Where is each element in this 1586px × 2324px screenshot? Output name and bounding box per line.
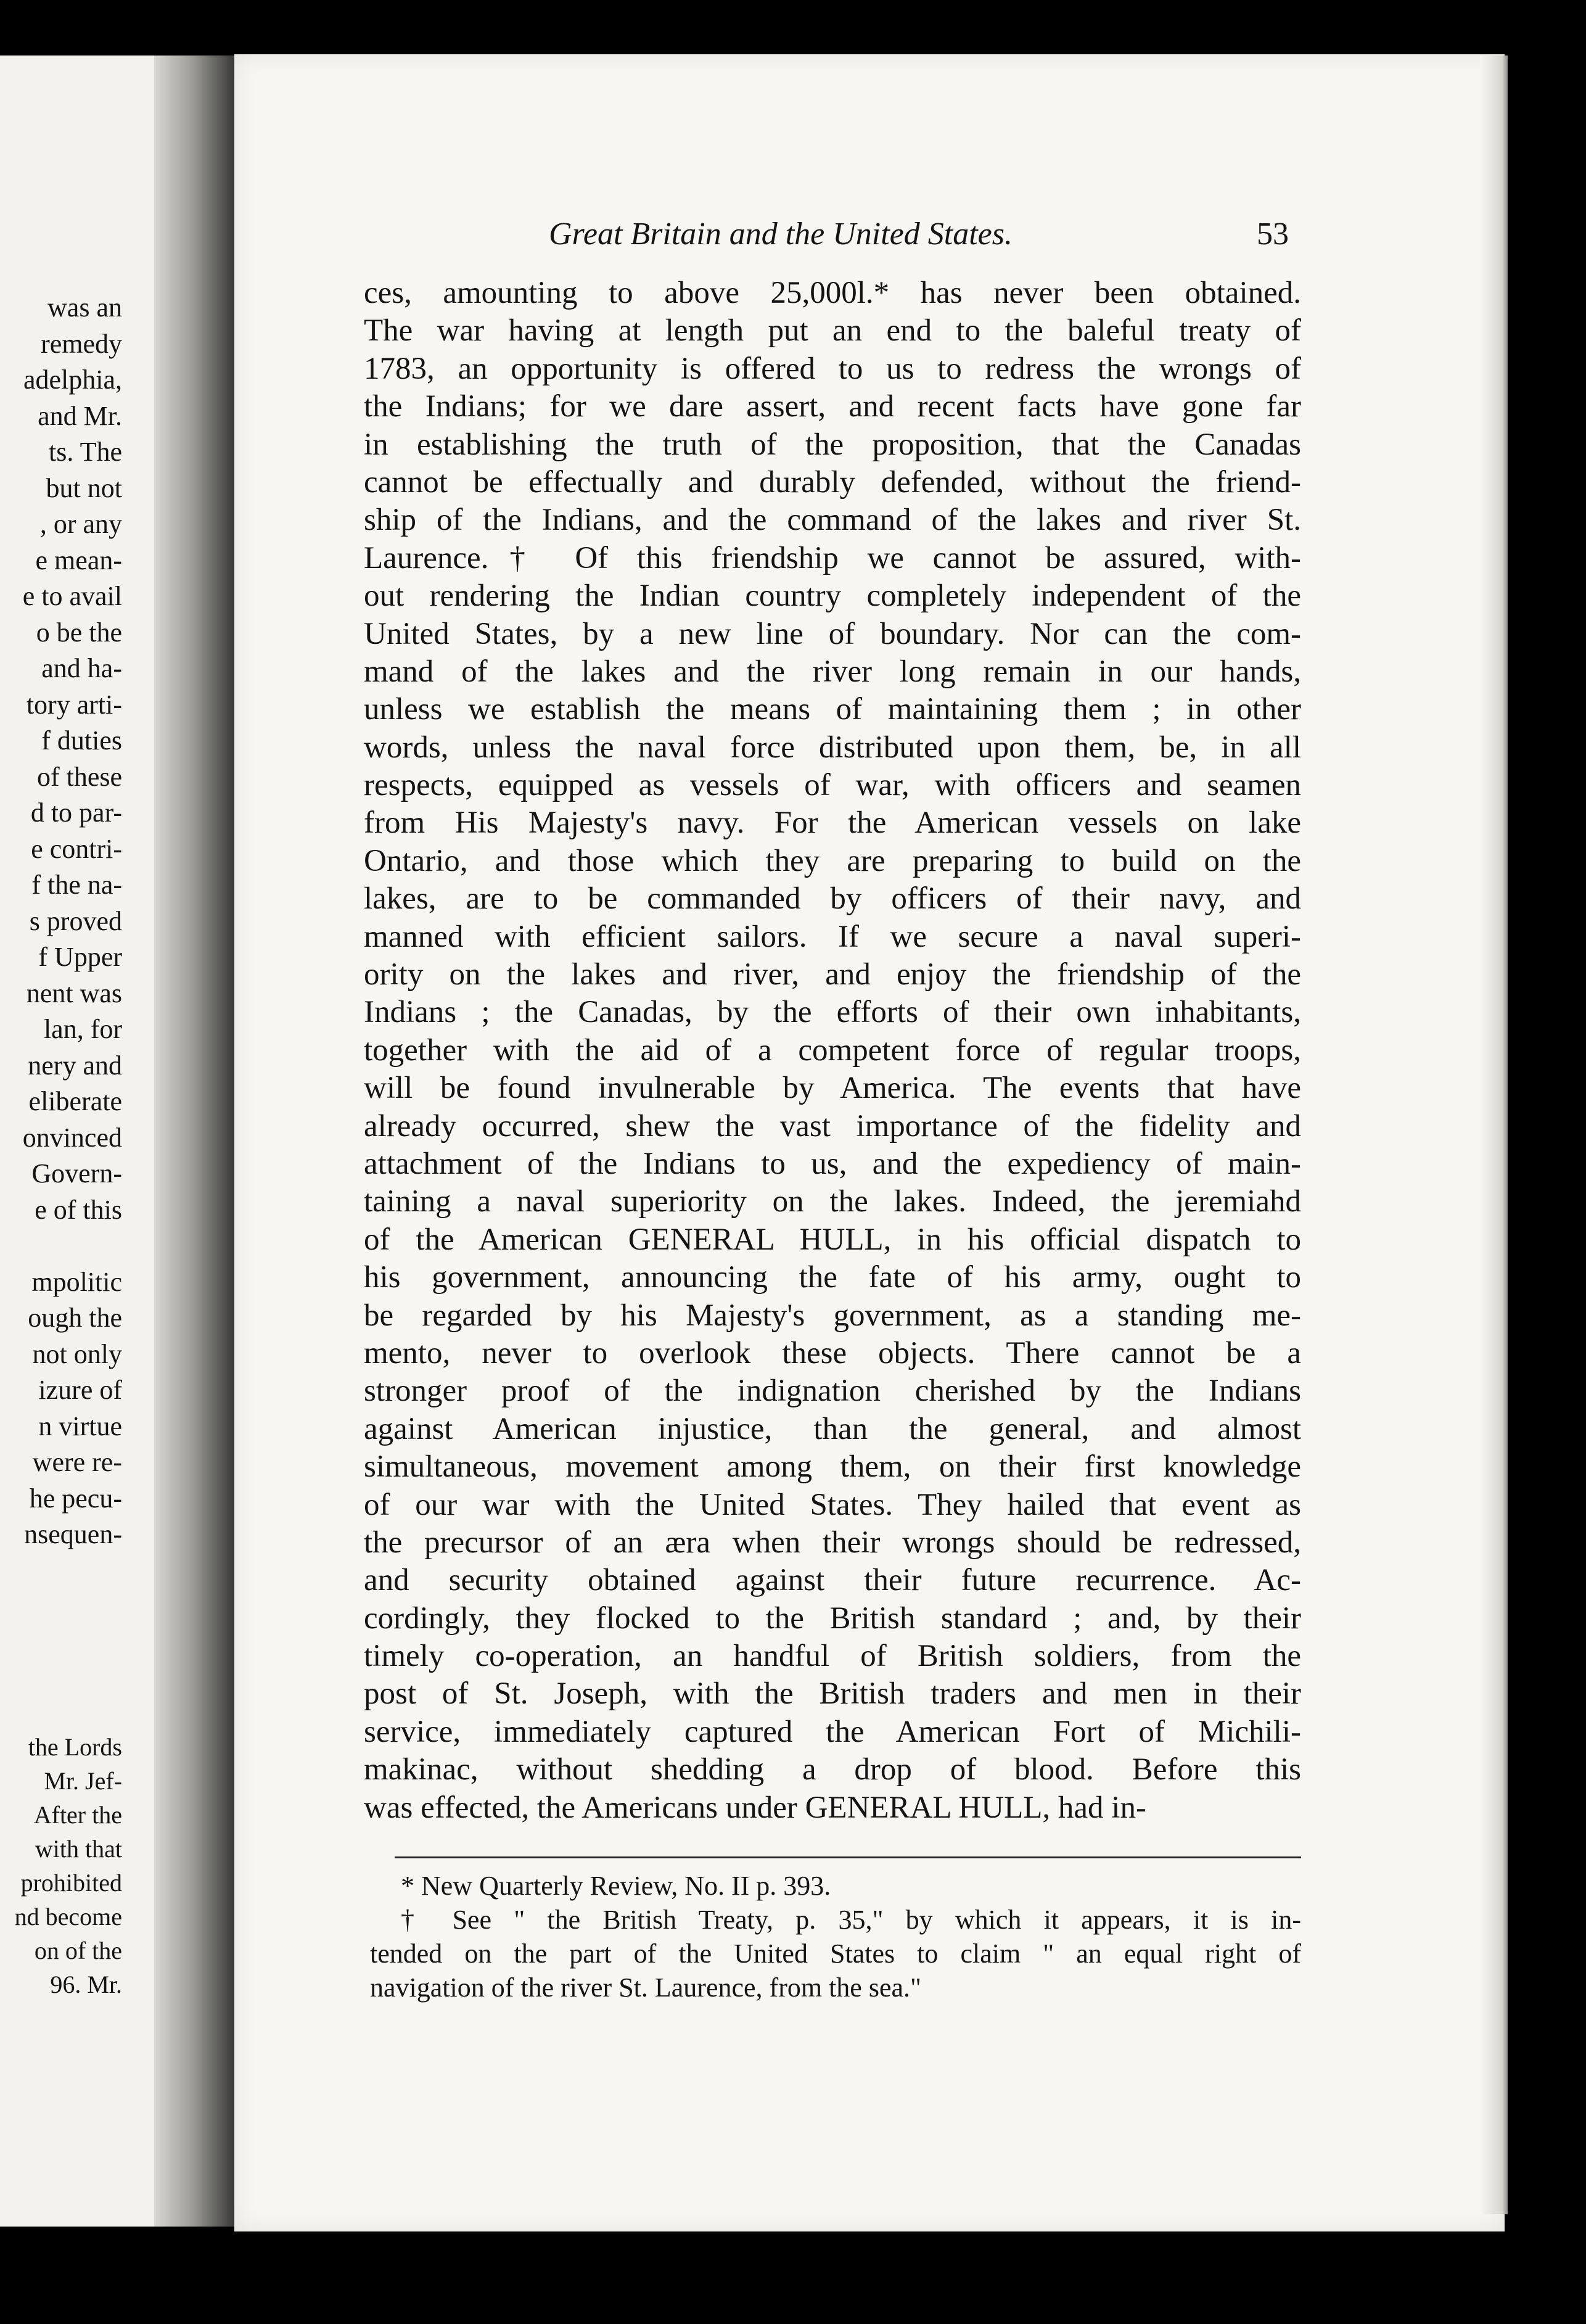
left-page-line: e mean- [35, 545, 122, 575]
left-page-line: adelphia, [23, 365, 122, 395]
text-line: ces, amounting to above 25,000l.* has never been obtained. [364, 276, 1301, 310]
left-page-line: o be the [36, 617, 122, 648]
left-page-text [0, 290, 154, 1553]
left-page-line: nent was [26, 978, 122, 1008]
left-page-line: izure of [38, 1375, 122, 1405]
left-page-fragment [0, 56, 154, 2227]
text-line: Indians ; the Canadas, by the efforts of their own inhabitants, [364, 995, 1301, 1030]
text-line: timely co-operation, an handful of British soldiers, from the [364, 1639, 1301, 1674]
scan-border [1508, 0, 1586, 2324]
text-line: of the American GENERAL HULL, in his official dispatch to [364, 1222, 1301, 1257]
left-page-line: nsequen- [24, 1519, 122, 1549]
text-line: The war having at length put an end to the baleful treaty of [364, 313, 1301, 348]
left-page-footnote-line: nd become [14, 1903, 122, 1930]
text-line: simultaneous, movement among them, on their first knowledge [364, 1449, 1301, 1485]
left-page-line: f the na- [31, 870, 122, 900]
text-line: ority on the lakes and river, and enjoy the friendship of the [364, 957, 1301, 992]
footnote-line: tended on the part of the United States to claim " an equal right of [370, 1939, 1301, 1969]
text-line: taining a naval superiority on the lakes. Indeed, the jeremiahd [364, 1184, 1301, 1219]
left-page-line: n virtue [38, 1411, 122, 1441]
left-page-line: ough the [28, 1303, 122, 1333]
left-page-line: lan, for [43, 1014, 122, 1044]
left-page-line: f Upper [38, 942, 122, 972]
text-line: cannot be effectually and durably defended, without the friend- [364, 464, 1301, 500]
left-page-line: but not [46, 472, 122, 503]
left-page-footnotes [0, 1730, 154, 2001]
left-page-line: e contri- [31, 833, 122, 864]
text-line: respects, equipped as vessels of war, with officers and seamen [364, 768, 1301, 803]
left-page-line: e to avail [22, 581, 122, 611]
left-page-line: Govern- [31, 1158, 122, 1189]
left-page-line [0, 1228, 154, 1264]
text-line: already occurred, shew the vast importance of the fidelity and [364, 1108, 1301, 1143]
left-page-line: and Mr. [38, 400, 122, 431]
left-page-footnote-line: Mr. Jef- [44, 1767, 122, 1795]
left-page-footnote-line: 96. Mr. [50, 1971, 122, 1998]
left-page-line: tory arti- [26, 689, 122, 720]
text-line: 1783, an opportunity is offered to us to redress the wrongs of [364, 351, 1301, 386]
left-page-line: not only [32, 1338, 122, 1369]
text-line: ship of the Indians, and the command of the lakes and river St. [364, 503, 1301, 538]
left-page-footnote-line: the Lords [28, 1733, 122, 1761]
text-line: in establishing the truth of the proposition, that the Canadas [364, 427, 1301, 462]
left-page-line: and ha- [41, 653, 122, 683]
left-page-line: of these [36, 761, 122, 792]
text-line: the precursor of an æra when their wrongs should be redressed, [364, 1525, 1301, 1560]
left-page-line: he pecu- [29, 1483, 122, 1514]
left-page-line: mpolitic [31, 1266, 122, 1297]
text-line: from His Majesty's navy. For the American vessels on lake [364, 806, 1301, 841]
text-line: post of St. Joseph, with the British traders and men in their [364, 1676, 1301, 1712]
text-line: of our war with the United States. They hailed that event as [364, 1487, 1301, 1522]
footnote-line: † See " the British Treaty, p. 35," by which it appears, it is in- [401, 1905, 1301, 1935]
left-page-footnote-line: prohibited [20, 1869, 122, 1897]
footnote-line: * New Quarterly Review, No. II p. 393. [401, 1871, 831, 1901]
left-page-footnote-line: After the [33, 1801, 122, 1829]
text-line: his government, announcing the fate of his army, ought to [364, 1260, 1301, 1295]
left-page-line: ts. The [49, 437, 122, 467]
text-line: attachment of the Indians to us, and the expediency of main- [364, 1146, 1301, 1181]
text-line: cordingly, they flocked to the British standard ; and, by their [364, 1601, 1301, 1636]
left-page-footnote-line: on of the [34, 1937, 122, 1964]
left-page-line: were re- [32, 1447, 122, 1477]
text-line: against American injustice, than the general, and almost [364, 1411, 1301, 1446]
text-line: together with the aid of a competent force of regular troops, [364, 1032, 1301, 1068]
text-line: stronger proof of the indignation cherished by the Indians [364, 1374, 1301, 1409]
left-page-line: remedy [41, 328, 122, 359]
running-header [549, 216, 1289, 259]
text-line: manned with efficient sailors. If we secure a naval superi- [364, 919, 1301, 954]
footnote-rule [395, 1856, 1301, 1858]
footnote-line: navigation of the river St. Laurence, from the sea." [370, 1972, 921, 2003]
left-page-line: onvinced [22, 1122, 122, 1153]
left-page-line: s proved [29, 905, 122, 936]
text-line: Ontario, and those which they are preparing to build on the [364, 843, 1301, 878]
body-text [364, 274, 1301, 1827]
text-line: was effected, the Americans under GENERAL HULL, had in- [364, 1790, 1146, 1825]
text-line: and security obtained against their future recurrence. Ac- [364, 1563, 1301, 1598]
text-line: out rendering the Indian country completely independent of the [364, 579, 1301, 614]
text-line: lakes, are to be commanded by officers of their navy, and [364, 881, 1301, 917]
text-line: Laurence.† Of this friendship we cannot be assured, with- [364, 540, 1301, 575]
book-gutter [154, 56, 240, 2227]
text-line: makinac, without shedding a drop of blood. Before this [364, 1752, 1301, 1787]
footnotes [370, 1869, 1301, 2005]
left-page-line: e of this [35, 1194, 122, 1225]
running-title: Great Britain and the United States. [549, 216, 1013, 252]
page-number: 53 [1257, 216, 1289, 252]
text-line: United States, by a new line of boundary. Nor can the com- [364, 616, 1301, 651]
left-page-line: nery and [28, 1050, 122, 1081]
left-page-line: , or any [39, 509, 122, 539]
text-line: will be found invulnerable by America. The events that have [364, 1071, 1301, 1106]
text-line: be regarded by his Majesty's government, as a standing me- [364, 1298, 1301, 1333]
text-line: mand of the lakes and the river long remain in our hands, [364, 654, 1301, 689]
text-line: unless we establish the means of maintaining them ; in other [364, 692, 1301, 727]
text-line: words, unless the naval force distributed upon them, be, in all [364, 730, 1301, 765]
left-page-line: d to par- [30, 797, 122, 828]
left-page-footnote-line: with that [35, 1835, 122, 1863]
left-page-line: f duties [41, 725, 122, 756]
left-page-line: was an [47, 292, 122, 323]
text-line: service, immediately captured the American Fort of Michili- [364, 1714, 1301, 1749]
left-page-line: eliberate [28, 1086, 122, 1116]
text-line: mento, never to overlook these objects. There cannot be a [364, 1335, 1301, 1370]
text-line: the Indians; for we dare assert, and recent facts have gone far [364, 389, 1301, 424]
